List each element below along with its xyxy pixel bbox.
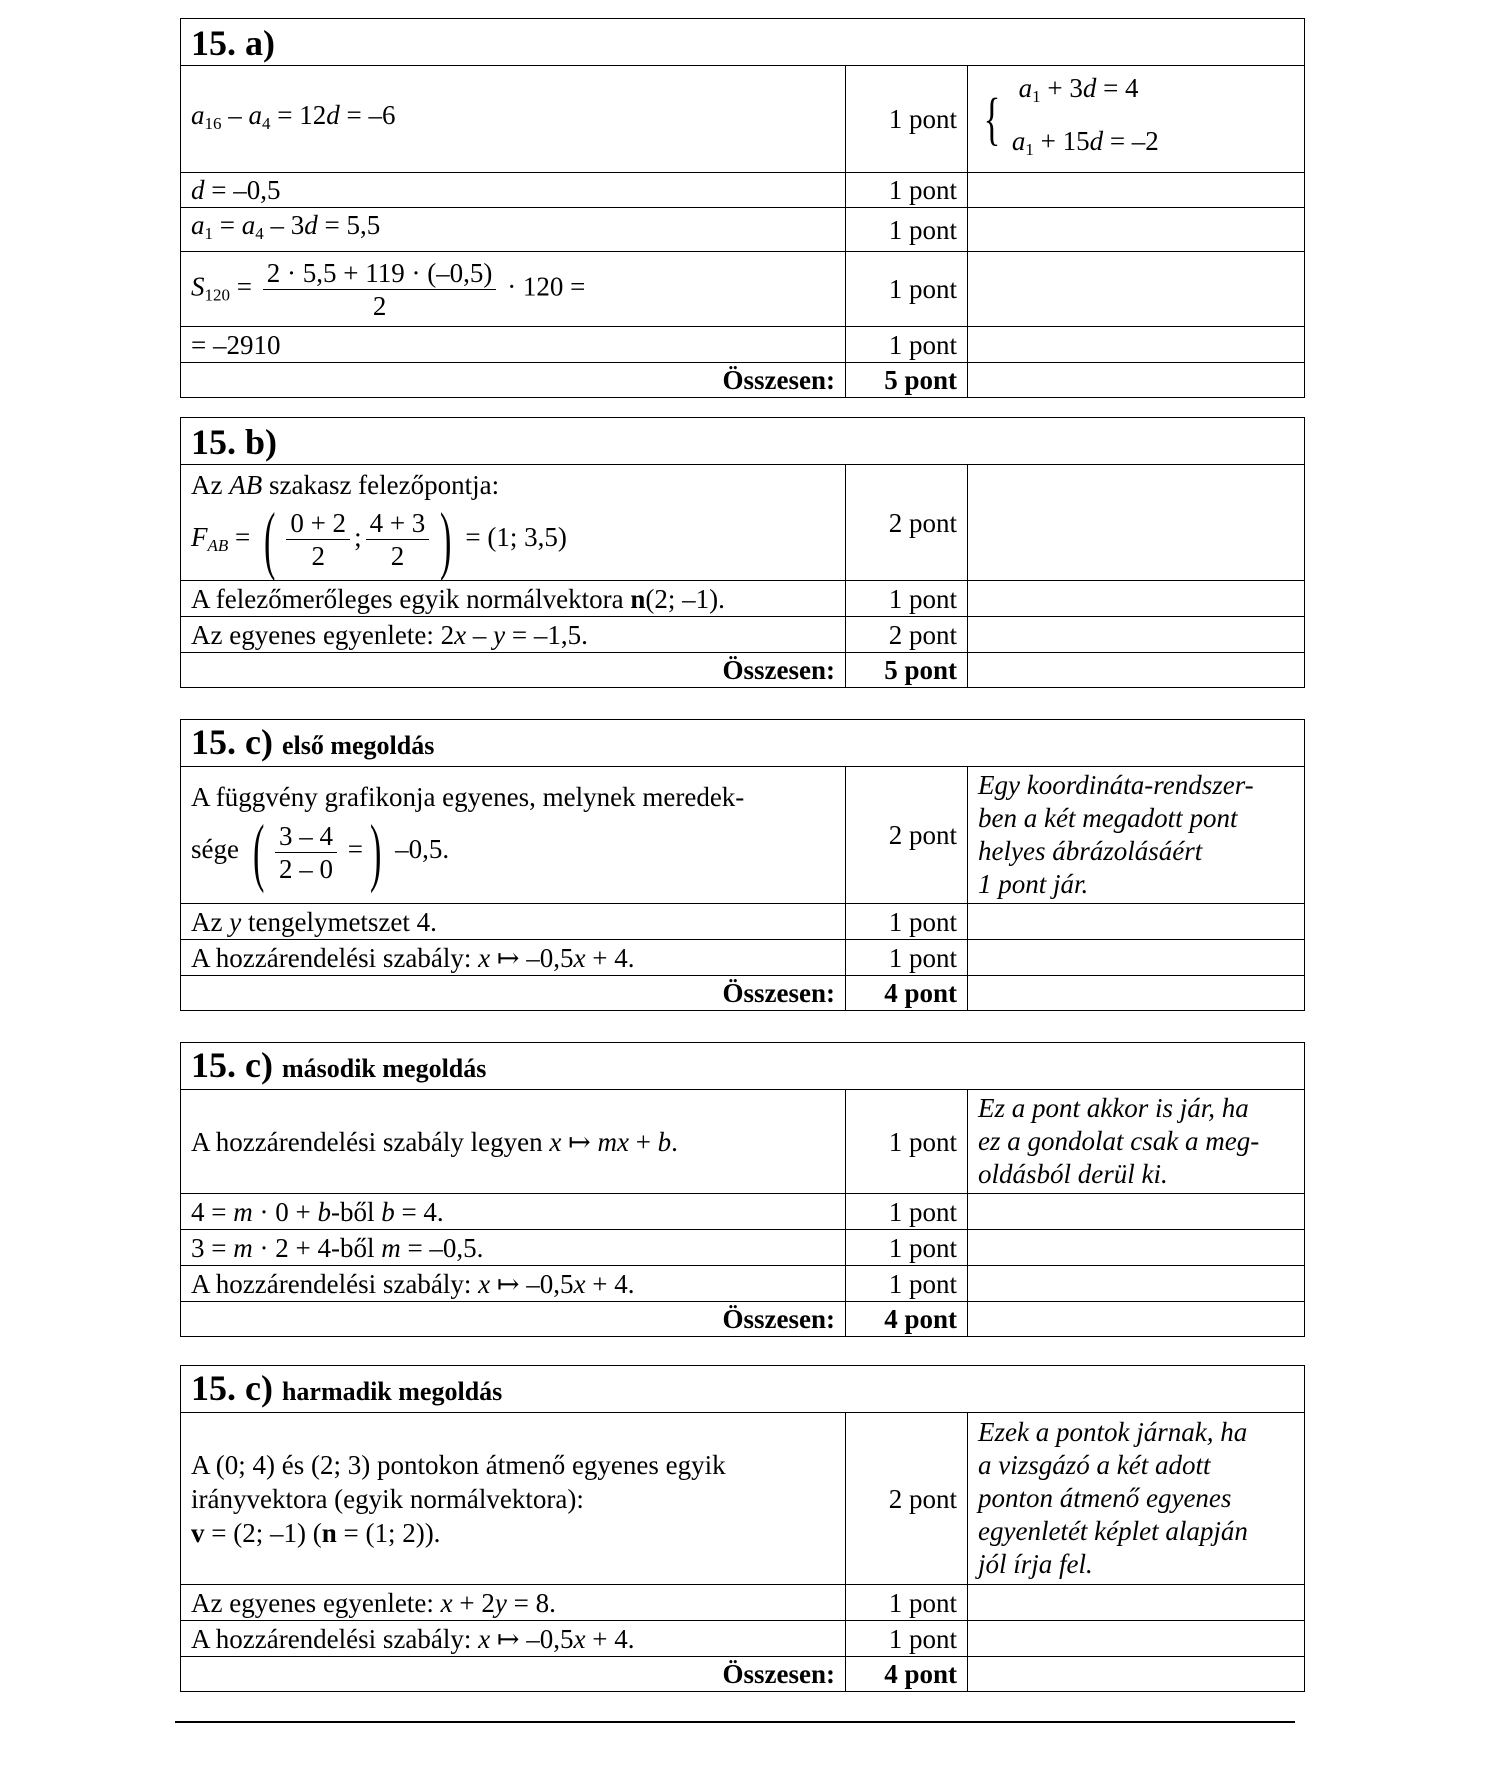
text: + 4. [585, 1268, 635, 1299]
points-cell: 1 pont [846, 1266, 968, 1302]
note-cell [968, 327, 1305, 363]
right-paren: ) [440, 497, 452, 582]
text: = –1,5. [505, 619, 588, 650]
text: – [466, 619, 494, 650]
section-15c-second [180, 1042, 1304, 1337]
text: A felezőmerőleges egyik normálvektora [191, 583, 631, 614]
math-var: d [1082, 73, 1097, 103]
math-var: a [248, 99, 262, 130]
solution-step: = –2910 [181, 327, 846, 363]
text: . [671, 1126, 678, 1157]
solution-step [181, 252, 846, 327]
text: + 4. [585, 942, 635, 973]
equation-line [1012, 119, 1159, 172]
text: (2; –1). [645, 583, 725, 614]
text: = (2; –1) ( [204, 1517, 322, 1548]
section-15c-third [180, 1365, 1304, 1692]
math-vector: v [191, 1517, 205, 1548]
note-line: ben a két megadott pont [978, 803, 1238, 833]
note-cell [968, 1302, 1305, 1337]
note-cell [968, 363, 1305, 398]
section-15c-third-table [180, 1365, 1305, 1692]
math-var: y [493, 619, 506, 650]
fraction [366, 507, 430, 572]
fraction-denominator: 2 [390, 541, 405, 571]
note-cell [968, 767, 1305, 904]
points-cell: 2 pont [846, 465, 968, 581]
note-line: oldásból derül ki. [978, 1159, 1168, 1189]
header-text: 15. c) [191, 722, 273, 762]
math-text: = 4 [1096, 73, 1139, 103]
solution-step [181, 208, 846, 252]
total-points: 4 pont [846, 976, 968, 1011]
note-line: ez a gondolat csak a meg- [978, 1126, 1260, 1156]
note-line: Ez a pont akkor is jár, ha [978, 1093, 1249, 1123]
math-text: + 15 [1033, 126, 1090, 156]
note-line: Egy koordináta-rendszer- [978, 770, 1254, 800]
math-var: a [191, 99, 205, 130]
math-var: m [233, 1232, 253, 1263]
math-text: = [341, 834, 364, 865]
formula-line [191, 497, 835, 582]
math-sub: 4 [262, 113, 271, 133]
footer-rule [175, 1721, 1295, 1723]
text: A hozzárendelési szabály legyen [191, 1126, 550, 1157]
text: · 0 + [252, 1196, 318, 1227]
note-line: a vizsgázó a két adott [978, 1450, 1211, 1480]
solution-step [181, 1621, 846, 1657]
math-var: b [381, 1196, 395, 1227]
math-var: m [233, 1196, 253, 1227]
text: + 2 [452, 1587, 495, 1618]
section-15a [180, 18, 1304, 398]
total-label: Összesen: [181, 1657, 846, 1692]
note-cell [968, 465, 1305, 581]
math-sub: 4 [255, 224, 264, 243]
note-cell [968, 581, 1305, 617]
section-15b [180, 417, 1304, 688]
points-cell: 1 pont [846, 1194, 968, 1230]
math-var: d [191, 175, 205, 205]
math-var: x [573, 1268, 586, 1299]
maps-to-symbol: ↦ [490, 942, 527, 973]
fraction-denominator: 2 [311, 541, 325, 571]
points-cell: 1 pont [846, 940, 968, 976]
text: + 4. [585, 1623, 635, 1654]
section-15b-table [180, 417, 1305, 688]
note-cell [968, 904, 1305, 940]
points-cell: 1 pont [846, 581, 968, 617]
section-15c-second-table [180, 1042, 1305, 1337]
text: = 8. [506, 1587, 556, 1618]
text: -ből [330, 1196, 382, 1227]
math-var: x [440, 1587, 453, 1618]
text: –0,5 [526, 942, 574, 973]
left-paren: ( [263, 497, 276, 582]
total-label: Összesen: [181, 653, 846, 688]
solution-step [181, 581, 846, 617]
fraction [263, 257, 497, 322]
text: Az egyenes egyenlete: 2 [191, 619, 455, 650]
note-line: Ezek a pontok járnak, ha [978, 1417, 1248, 1447]
formula-line [191, 810, 835, 894]
fraction-numerator: 4 + 3 [366, 507, 430, 540]
text: · 2 + 4-ből [252, 1232, 382, 1263]
math-text: = [230, 271, 259, 302]
math-text: = [228, 521, 258, 552]
note-line: ponton átmenő egyenes [978, 1483, 1232, 1513]
header-text: 15. a) [191, 23, 275, 63]
text: Az [191, 906, 230, 937]
points-cell: 1 pont [846, 1585, 968, 1621]
left-paren: ( [252, 810, 265, 894]
note-cell [968, 940, 1305, 976]
fraction-numerator: 2 · 5,5 + 119 · (–0,5) [263, 257, 497, 290]
math-var: y [494, 1587, 507, 1618]
points-cell: 1 pont [846, 327, 968, 363]
text: 4 = [191, 1196, 234, 1227]
section-15c-first-table [180, 719, 1305, 1011]
note-cell [968, 1621, 1305, 1657]
text: = –0,5. [400, 1232, 484, 1263]
note-line: helyes ábrázolásáért [978, 836, 1203, 866]
fraction-denominator: 2 – 0 [279, 853, 334, 884]
total-points: 4 pont [846, 1302, 968, 1337]
points-cell: 1 pont [846, 904, 968, 940]
solution-step [181, 1194, 846, 1230]
math-text: = –2 [1103, 126, 1159, 156]
math-text: = [213, 210, 242, 240]
math-text: · 120 = [500, 271, 586, 302]
math-text: = –0,5 [204, 175, 281, 205]
text-line [191, 468, 835, 502]
text: = (1; 2)). [336, 1517, 441, 1548]
solution-step [181, 904, 846, 940]
solution-step [181, 1266, 846, 1302]
text: 3 = [191, 1232, 234, 1263]
math-text: = 5,5 [317, 210, 381, 240]
points-cell: 2 pont [846, 617, 968, 653]
total-points: 4 pont [846, 1657, 968, 1692]
maps-to-symbol: ↦ [490, 1623, 527, 1654]
note-cell [968, 173, 1305, 208]
math-var: AB [229, 469, 263, 500]
note-cell [968, 208, 1305, 252]
math-var: a [241, 210, 256, 240]
header-subtitle: első megoldás [281, 731, 435, 760]
math-text: ; [354, 521, 362, 552]
note-cell [968, 1194, 1305, 1230]
text-line: A függvény grafikonja egyenes, melynek meredek- [191, 782, 745, 812]
math-var: x [454, 619, 467, 650]
note-cell [968, 617, 1305, 653]
text-line: A (0; 4) és (2; 3) pontokon átmenő egyenes egyik [191, 1449, 726, 1480]
text: –0,5 [526, 1268, 574, 1299]
fraction [275, 820, 337, 885]
math-var: d [326, 99, 340, 130]
solution-step [181, 66, 846, 173]
total-points: 5 pont [846, 653, 968, 688]
note-cell [968, 252, 1305, 327]
points-cell: 1 pont [846, 1621, 968, 1657]
header-text: 15. b) [191, 422, 278, 462]
math-sub: 1 [1025, 140, 1034, 159]
math-var: S [191, 271, 205, 302]
note-cell [968, 1585, 1305, 1621]
solution-step [181, 1413, 846, 1585]
note-cell [968, 653, 1305, 688]
points-cell: 2 pont [846, 767, 968, 904]
text-line: irányvektora (egyik normálvektora): [191, 1483, 584, 1514]
header-subtitle: harmadik megoldás [281, 1377, 503, 1406]
text: A hozzárendelési szabály: [191, 942, 479, 973]
text: sége [191, 834, 246, 865]
note-cell [968, 66, 1305, 173]
points-cell: 2 pont [846, 1413, 968, 1585]
maps-to-symbol: ↦ [490, 1268, 527, 1299]
math-text: + 3 [1040, 73, 1083, 103]
fraction-numerator: 0 + 2 [286, 507, 350, 540]
math-var: a [1018, 73, 1033, 103]
fraction-denominator: 2 [372, 290, 387, 321]
solution-step [181, 465, 846, 581]
note-cell [968, 1090, 1305, 1194]
math-text: –0,5. [388, 834, 450, 865]
math-text: = (1; 3,5) [458, 521, 567, 552]
math-var: d [1089, 126, 1104, 156]
brace-symbol: { [983, 86, 1001, 151]
note-line: 1 pont jár. [978, 869, 1089, 899]
fraction [286, 507, 350, 572]
text: tengelymetszet 4. [241, 906, 437, 937]
maps-to-symbol: ↦ [561, 1126, 598, 1157]
math-var: x [573, 1623, 586, 1654]
solution-step [181, 617, 846, 653]
section-header [181, 418, 1305, 465]
math-text: = –6 [339, 99, 396, 130]
math-var: y [229, 906, 242, 937]
math-var: F [191, 521, 208, 552]
text-line [191, 1516, 835, 1550]
text: A hozzárendelési szabály: [191, 1623, 479, 1654]
math-sub: AB [207, 535, 229, 555]
points-cell: 1 pont [846, 252, 968, 327]
right-paren: ) [369, 810, 382, 894]
math-var: x [549, 1126, 562, 1157]
math-var: d [304, 210, 318, 240]
solution-step [181, 1230, 846, 1266]
math-var: mx [597, 1126, 629, 1157]
solution-step [181, 940, 846, 976]
math-vector: n [630, 583, 646, 614]
equation-system [1012, 66, 1159, 172]
solution-step [181, 1585, 846, 1621]
section-header [181, 1366, 1305, 1413]
note-cell [968, 976, 1305, 1011]
section-header [181, 720, 1305, 767]
total-label: Összesen: [181, 976, 846, 1011]
text: Az [191, 469, 230, 500]
math-var: x [478, 1623, 491, 1654]
header-subtitle: második megoldás [281, 1054, 487, 1083]
math-var: x [478, 942, 491, 973]
math-text: – [221, 99, 249, 130]
note-cell [968, 1413, 1305, 1585]
math-var: m [381, 1232, 401, 1263]
math-var: x [478, 1268, 491, 1299]
note-cell [968, 1266, 1305, 1302]
math-sub: 120 [204, 285, 230, 305]
points-cell: 1 pont [846, 66, 968, 173]
fraction-numerator: 3 – 4 [275, 820, 337, 853]
text: szakasz felezőpontja: [262, 469, 500, 500]
total-label: Összesen: [181, 1302, 846, 1337]
math-var: b [657, 1126, 672, 1157]
section-header [181, 1043, 1305, 1090]
text: Az egyenes egyenlete: [191, 1587, 441, 1618]
math-text: = 12 [270, 99, 327, 130]
section-15a-table [180, 18, 1305, 398]
points-cell: 1 pont [846, 1090, 968, 1194]
header-text: 15. c) [191, 1045, 273, 1085]
solution-step [181, 173, 846, 208]
math-var: a [191, 210, 205, 240]
total-points: 5 pont [846, 363, 968, 398]
total-label: Összesen: [181, 363, 846, 398]
math-var: a [1011, 126, 1026, 156]
math-var: x [573, 942, 586, 973]
points-cell: 1 pont [846, 208, 968, 252]
math-text: – 3 [263, 210, 305, 240]
math-sub: 16 [204, 113, 222, 133]
text: = 4. [394, 1196, 444, 1227]
text: + [628, 1126, 658, 1157]
text: –0,5 [526, 1623, 574, 1654]
note-cell [968, 1230, 1305, 1266]
equation-line [1012, 66, 1159, 119]
math-sub: 1 [204, 224, 213, 243]
header-text: 15. c) [191, 1368, 273, 1408]
note-cell [968, 1657, 1305, 1692]
note-line: jól írja fel. [978, 1549, 1093, 1579]
math-sub: 1 [1032, 87, 1041, 106]
section-header [181, 19, 1305, 66]
math-vector: n [321, 1517, 337, 1548]
points-cell: 1 pont [846, 173, 968, 208]
points-cell: 1 pont [846, 1230, 968, 1266]
solution-step [181, 767, 846, 904]
note-line: egyenletét képlet alapján [978, 1516, 1248, 1546]
text: A hozzárendelési szabály: [191, 1268, 479, 1299]
solution-step [181, 1090, 846, 1194]
section-15c-first [180, 719, 1304, 1011]
math-var: b [317, 1196, 331, 1227]
